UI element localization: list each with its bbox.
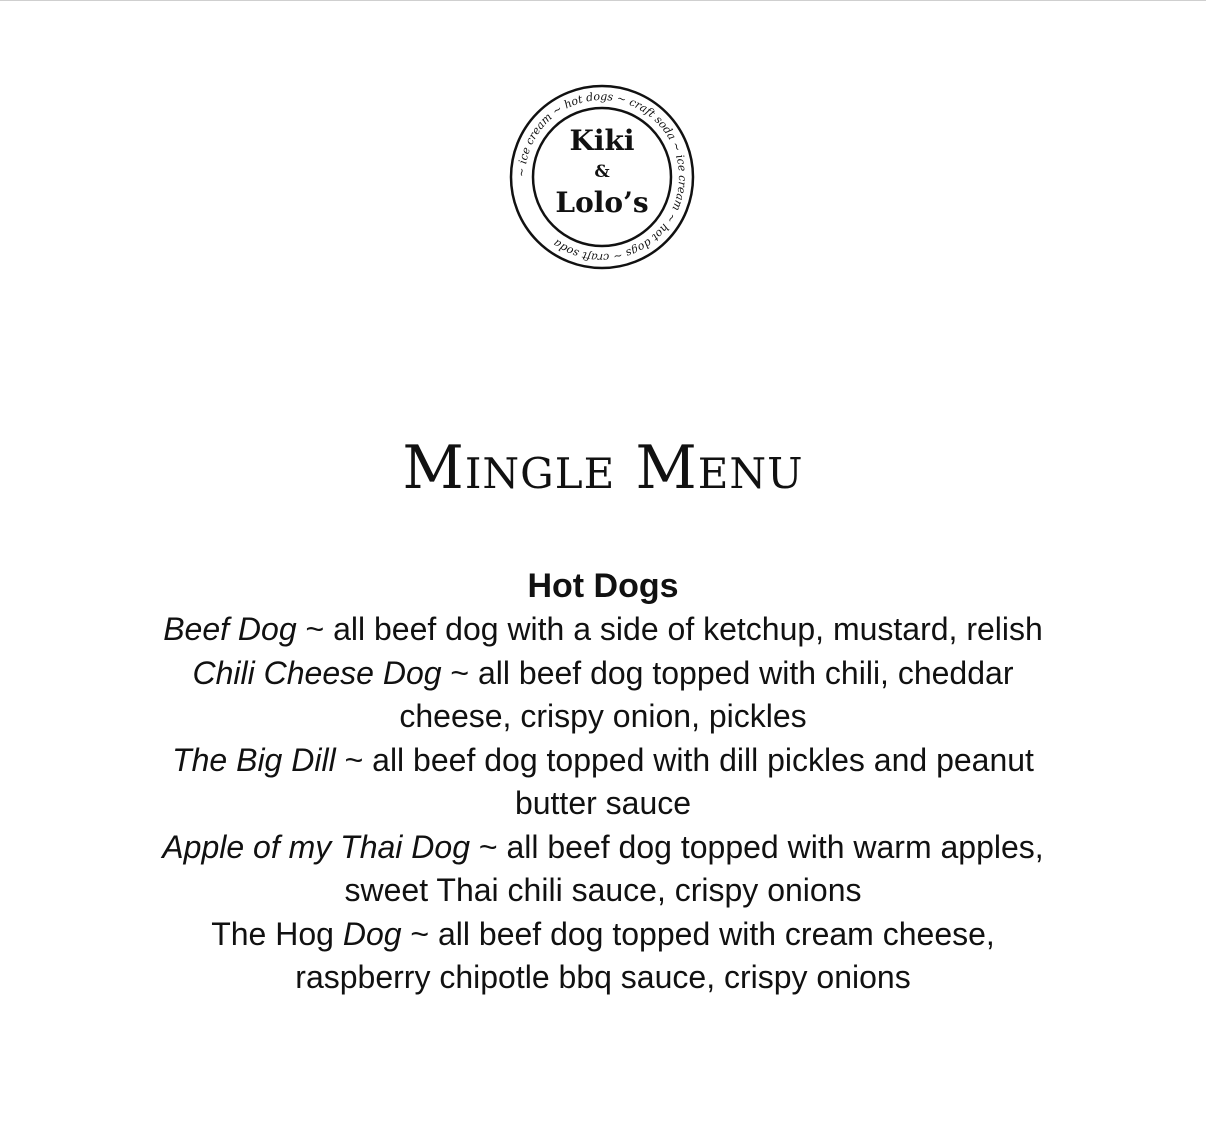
- section-heading: Hot Dogs: [527, 567, 679, 605]
- menu-item-name: Dog: [342, 915, 402, 952]
- menu-item-list: [153, 608, 1053, 1000]
- menu-item-separator: ~: [470, 828, 507, 865]
- menu-item-separator: ~: [296, 611, 334, 647]
- menu-item-description: all beef dog topped with chili, cheddar cheese, crispy onion, pickles: [399, 654, 1014, 734]
- menu-item-description: all beef dog topped with cream cheese, raspberry chipotle bbq sauce, crispy onions: [295, 915, 995, 995]
- menu-item-name: Apple of my Thai Dog: [162, 828, 470, 865]
- menu-item: [153, 608, 1053, 652]
- menu-item: [153, 652, 1053, 739]
- menu-item: [153, 739, 1053, 826]
- logo-ring-text: ~ ice cream ~ hot dogs ~ craft soda ~ ice cream ~ hot dogs ~ craft soda: [514, 89, 690, 265]
- menu-item-name-prefix: The Hog: [211, 915, 343, 952]
- menu-section-hot-dogs: [0, 564, 1206, 1000]
- menu-item-name: Chili Cheese Dog: [192, 654, 442, 691]
- brand-logo-seal: [505, 84, 699, 270]
- menu-item-description: all beef dog topped with dill pickles and peanut butter sauce: [372, 741, 1034, 821]
- logo-line-2: &: [594, 162, 610, 182]
- menu-item-separator: ~: [401, 915, 438, 952]
- menu-item: [153, 826, 1053, 913]
- menu-item-description: all beef dog topped with warm apples, sweet Thai chili sauce, crispy onions: [344, 828, 1044, 908]
- menu-item-name: Beef Dog: [163, 611, 297, 647]
- logo-line-3: Lolo’s: [555, 186, 649, 219]
- brand-logo: [505, 84, 699, 270]
- menu-item-description: all beef dog with a side of ketchup, mustard, relish: [333, 611, 1043, 647]
- menu-item-name: The Big Dill: [172, 741, 336, 778]
- page-title: Mingle Menu: [402, 433, 804, 503]
- menu-item-separator: ~: [441, 654, 478, 691]
- logo-line-1: Kiki: [569, 124, 635, 157]
- menu-item-separator: ~: [335, 741, 373, 778]
- menu-item: [153, 913, 1053, 1000]
